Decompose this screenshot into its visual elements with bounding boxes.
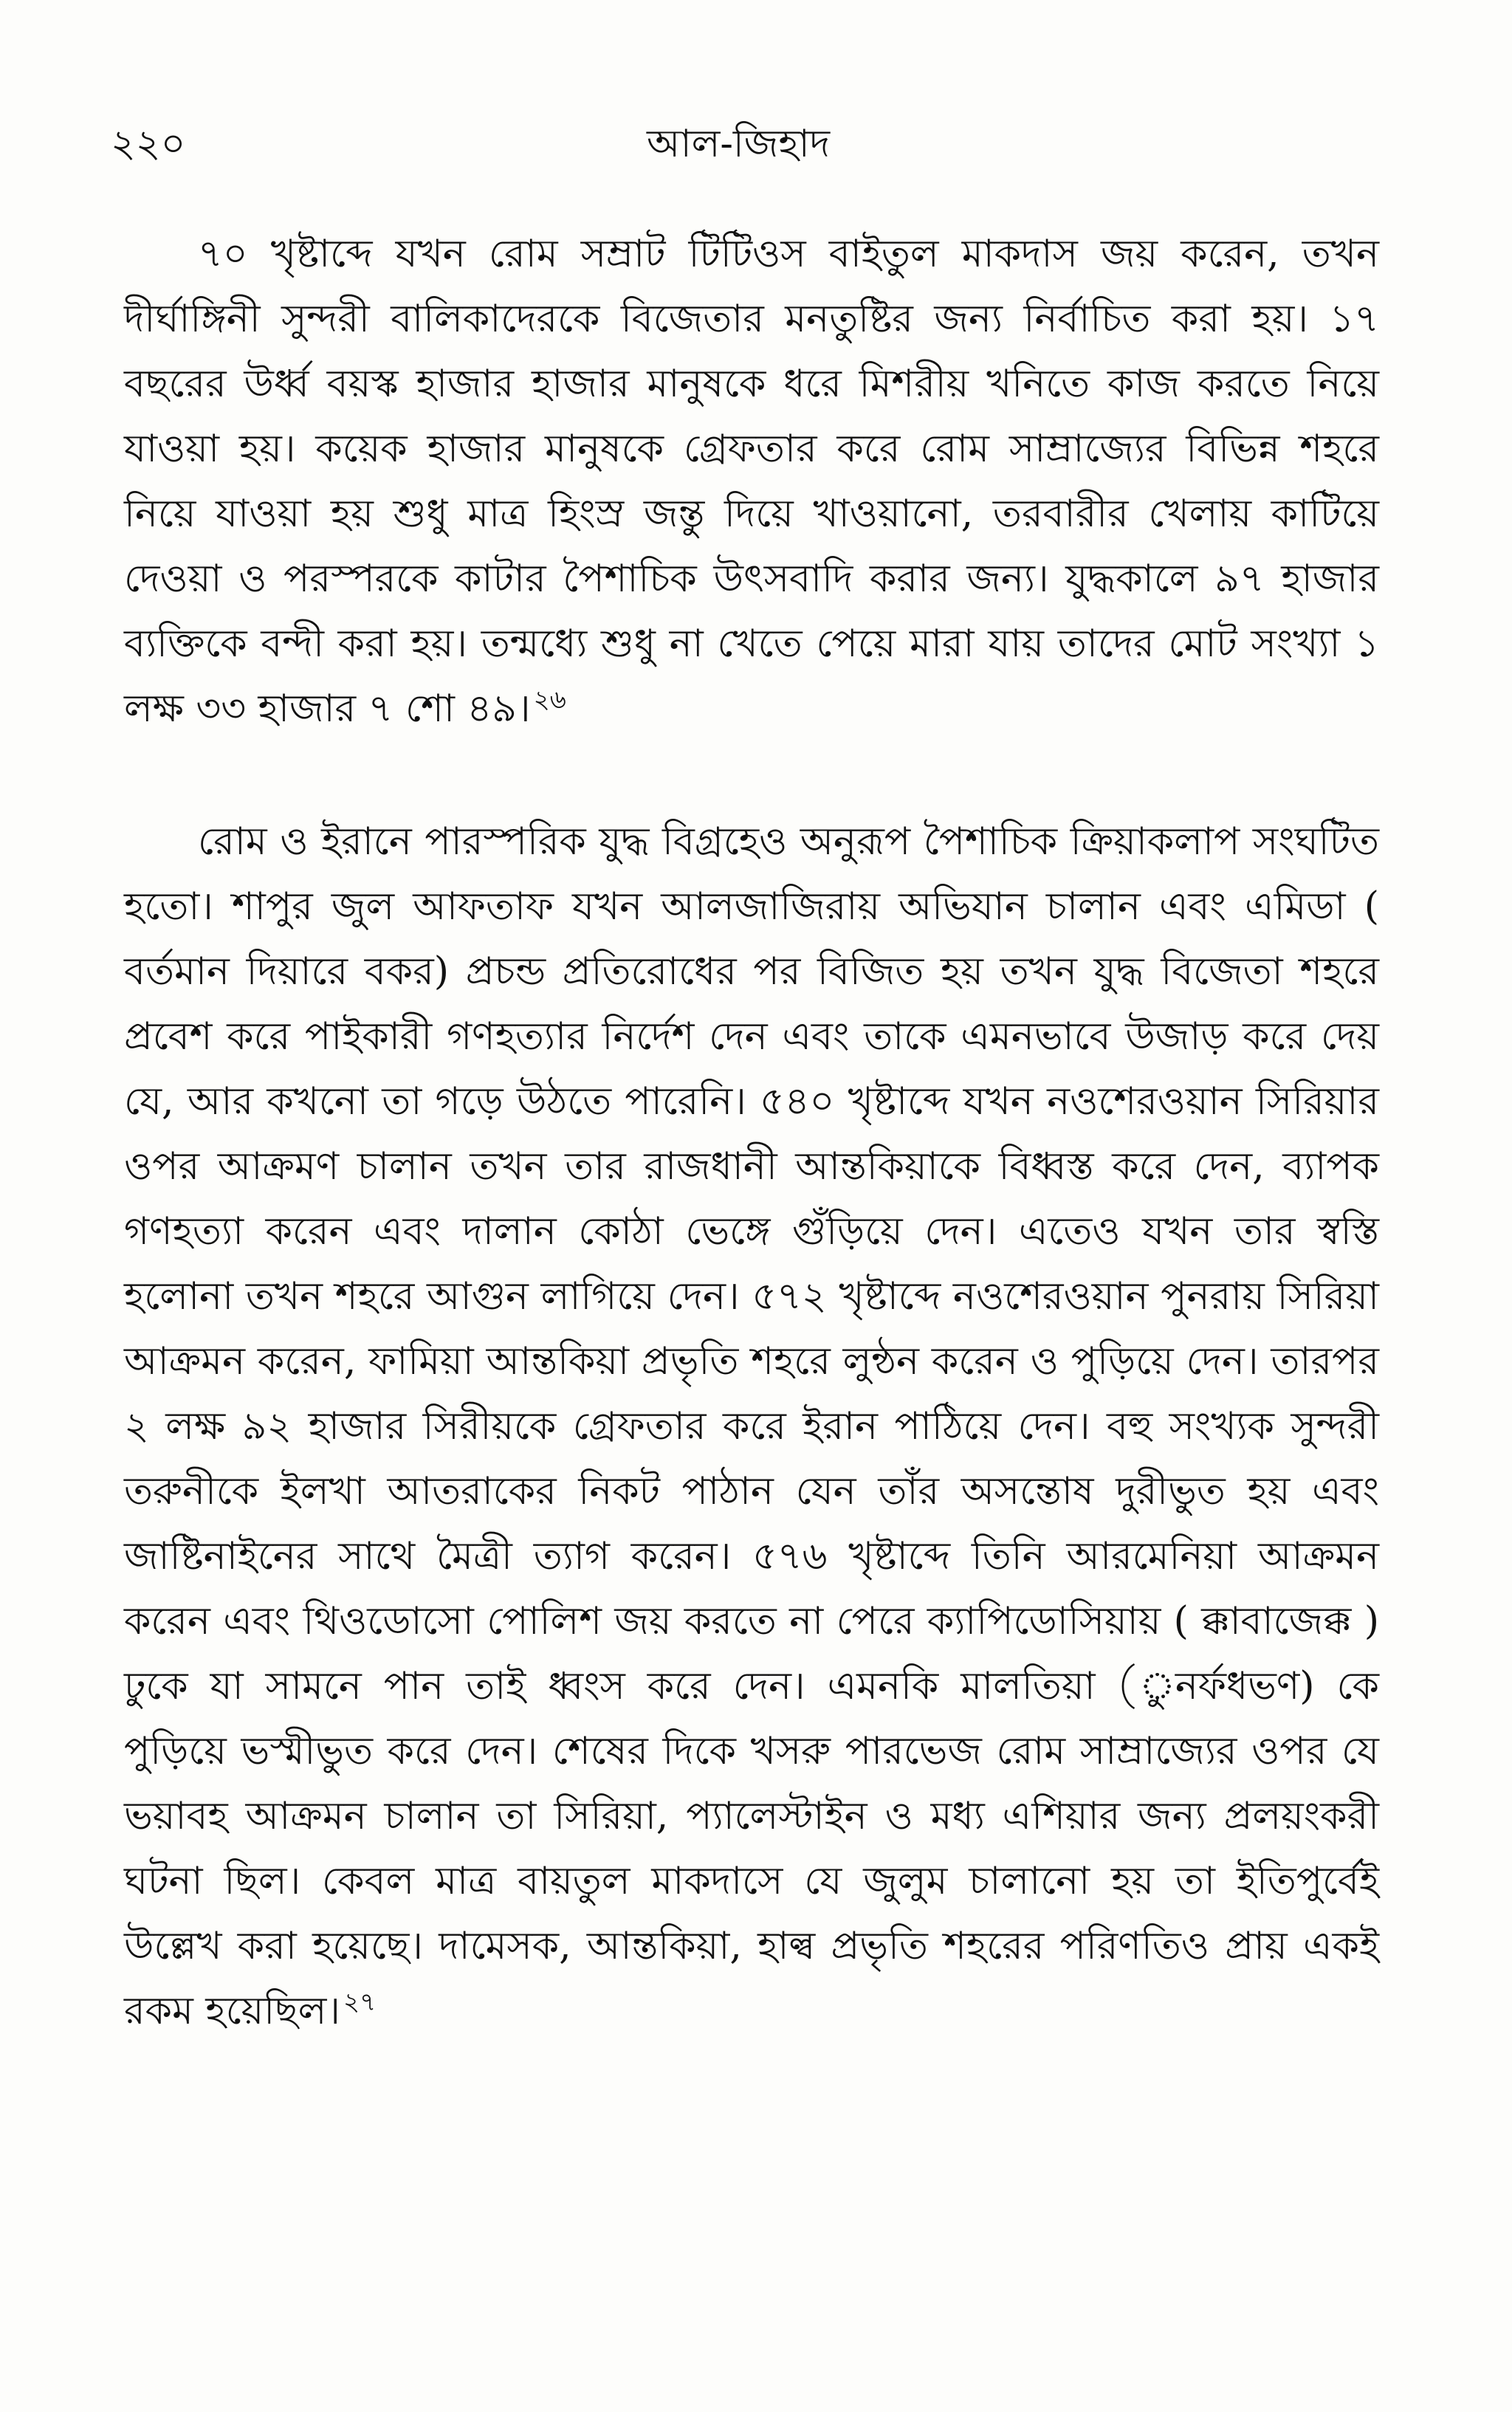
paragraph-1-text: ৭০ খৃষ্টাব্দে যখন রোম সম্রাট টিটিওস বাইতুল মাকদাস জয় করেন, তখন দীর্ঘাঙ্গিনী সুন্দরী বালিকাদেরকে বিজেতার মনতুষ্টির জন্য নির্বাচিত করা হয়। ১৭ বছরের উর্ধ্ব বয়স্ক হাজার হাজার মানুষকে ধরে মিশরীয় খনিতে কাজ করতে নিয়ে যাওয়া হয়। কয়েক হাজার মানুষকে গ্রেফতার করে রোম সাম্রাজ্যের বিভিন্ন শহরে নিয়ে যাওয়া হয় শুধু মাত্র হিংস্র জন্তু দিয়ে খাওয়ানো, তরবারীর খেলায় কাটিয়ে দেওয়া ও পরস্পরকে কাটার পৈশাচিক উৎসবাদি করার জন্য। যুদ্ধকালে ৯৭ হাজার ব্যক্তিকে বন্দী করা হয়। তন্মধ্যে শুধু না খেতে পেয়ে মারা যায় তাদের মোট সংখ্যা ১ লক্ষ ৩৩ হাজার ৭ শো ৪৯। [124, 232, 1379, 731]
page-header [111, 118, 1366, 185]
page-number: ২২০ [111, 122, 186, 166]
paragraph-1 [124, 221, 1379, 741]
paragraph-2-text: রোম ও ইরানে পারস্পরিক যুদ্ধ বিগ্রহেও অনুরূপ পৈশাচিক ক্রিয়াকলাপ সংঘটিত হতো। শাপুর জুল আফতাফ যখন আলজাজিরায় অভিযান চালান এবং এমিডা ( বর্তমান দিয়ারে বকর) প্রচন্ড প্রতিরোধের পর বিজিত হয় তখন যুদ্ধ বিজেতা শহরে প্রবেশ করে পাইকারী গণহত্যার নির্দেশ দেন এবং তাকে এমনভাবে উজাড় করে দেয় যে, আর কখনো তা গড়ে উঠতে পারেনি। ৫৪০ খৃষ্টাব্দে যখন নওশেরওয়ান সিরিয়ার ওপর আক্রমণ চালান তখন তার রাজধানী আন্তকিয়াকে বিধ্বস্ত করে দেন, ব্যাপক গণহত্যা করেন এবং দালান কোঠা ভেঙ্গে গুঁড়িয়ে দেন। এতেও যখন তার স্বস্তি হলোনা তখন শহরে আগুন লাগিয়ে দেন। ৫৭২ খৃষ্টাব্দে নওশেরওয়ান পুনরায় সিরিয়া আক্রমন করেন, ফামিয়া আন্তকিয়া প্রভৃতি শহরে লুন্ঠন করেন ও পুড়িয়ে দেন। তারপর ২ লক্ষ ৯২ হাজার সিরীয়কে গ্রেফতার করে ইরান পাঠিয়ে দেন। বহু সংখ্যক সুন্দরী তরুনীকে ইলখা আতরাকের নিকট পাঠান যেন তাঁর অসন্তোষ দুরীভুত হয় এবং জাষ্টিনাইনের সাথে মৈত্রী ত্যাগ করেন। ৫৭৬ খৃষ্টাব্দে তিনি আরমেনিয়া আক্রমন করেন এবং থিওডোসো পোলিশ জয় করতে না পেরে ক্যাপিডোসিয়ায় ( ক্কাবাজেক্ক ) ঢুকে যা সামনে পান তাই ধ্বংস করে দেন। এমনকি মালতিয়া (ুনর্ফধভণ) কে পুড়িয়ে ভস্মীভুত করে দেন। শেষের দিকে খসরু পারভেজ রোম সাম্রাজ্যের ওপর যে ভয়াবহ আক্রমন চালান তা সিরিয়া, প্যালেস্টাইন ও মধ্য এশিয়ার জন্য প্রলয়ংকরী ঘটনা ছিল। কেবল মাত্র বায়তুল মাকদাসে যে জুলুম চালানো হয় তা ইতিপুর্বেই উল্লেখ করা হয়েছে। দামেসক, আন্তকিয়া, হাল্ব প্রভৃতি শহরের পরিণতিও প্রায় একই রকম হয়েছিল। [124, 820, 1379, 2033]
footnote-reference-27: ২৭ [343, 1987, 377, 2017]
footnote-reference-26: ২৬ [533, 684, 566, 715]
page-body [124, 221, 1379, 2044]
running-title: আল-জিহাদ [646, 122, 831, 166]
paragraph-2 [124, 809, 1379, 2044]
